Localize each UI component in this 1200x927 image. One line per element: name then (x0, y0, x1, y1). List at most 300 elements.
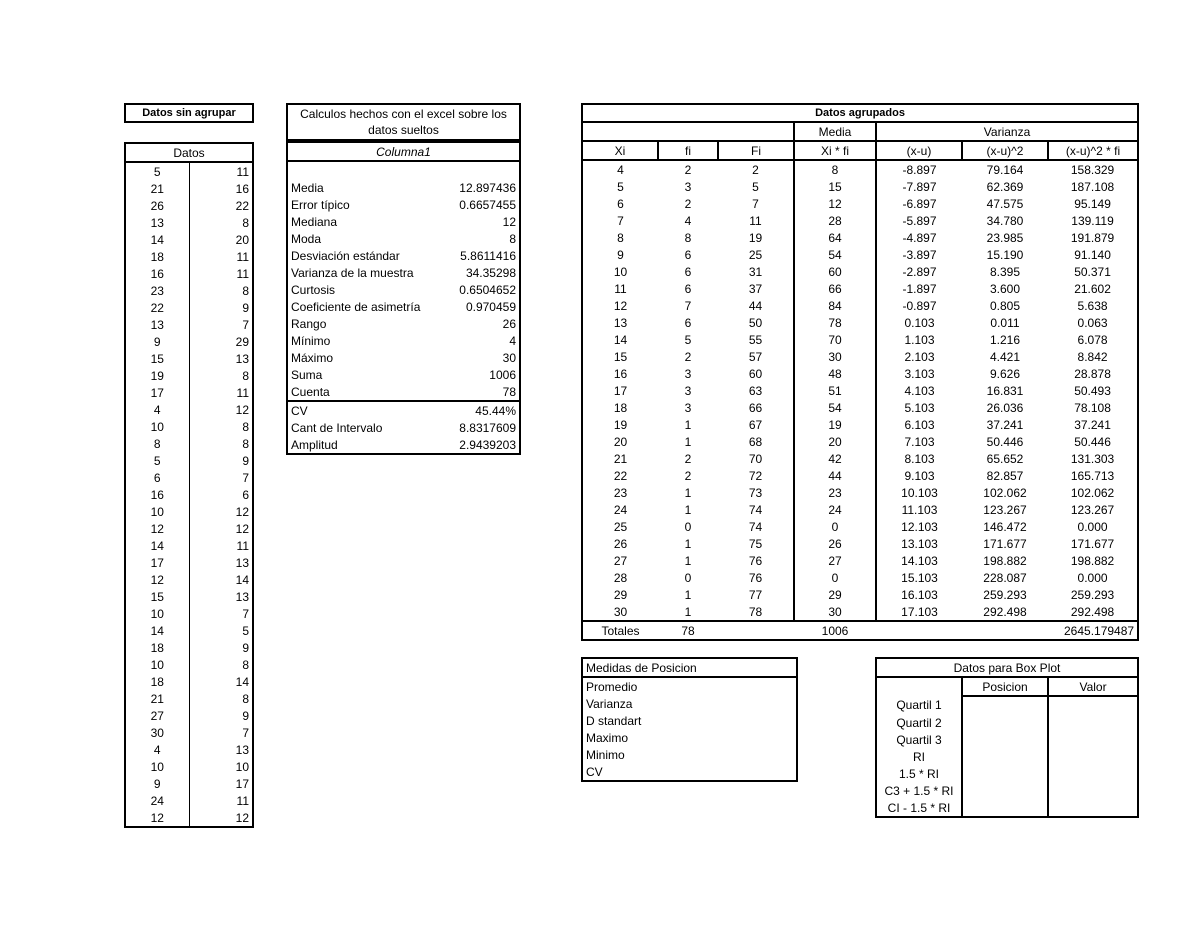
grouped-cell-x-u-sq-fi: 0.000 (1048, 569, 1138, 586)
boxplot-col-valor: Valor (1048, 677, 1138, 696)
grouped-cell-fi: 1 (684, 604, 692, 619)
grouped-row (582, 399, 1138, 416)
raw-cell-b: 11 (189, 248, 253, 265)
grouped-cell-Fi: 63 (748, 383, 763, 398)
raw-cell-b: 13 (189, 588, 253, 605)
raw-cell-a: 5 (125, 452, 189, 469)
raw-cell-b: 12 (189, 809, 253, 827)
raw-cell-b: 10 (189, 758, 253, 775)
raw-row (125, 656, 253, 673)
raw-row (125, 452, 253, 469)
position-label: CV (586, 764, 603, 779)
grouped-cell-x-u-sq-fi: 21.602 (1048, 280, 1138, 297)
grouped-cell-fi: 4 (684, 213, 692, 228)
raw-cell-b: 9 (189, 639, 253, 656)
grouped-cell-Fi: 76 (748, 570, 763, 585)
grouped-row (582, 382, 1138, 399)
grouped-header-xi: Xi (582, 141, 658, 160)
grouped-cell-xi: 27 (582, 552, 658, 569)
raw-row (125, 741, 253, 758)
raw-cell-a: 15 (125, 350, 189, 367)
raw-cell-a: 17 (125, 384, 189, 401)
grouped-cell-xifi: 27 (794, 552, 876, 569)
excel-stat-value: 0.6504652 (404, 281, 521, 298)
grouped-cell-x-u-sq: 23.985 (986, 230, 1024, 245)
raw-cell-b: 20 (189, 231, 253, 248)
grouped-row (582, 433, 1138, 450)
position-measures-block (581, 657, 798, 782)
boxplot-label: Quartil 1 (876, 696, 962, 714)
excel-title: Calculos hechos con el excel sobre los datos sueltos (287, 104, 520, 140)
raw-cell-a: 10 (125, 418, 189, 435)
raw-cell-b: 7 (189, 469, 253, 486)
grouped-row (582, 297, 1138, 314)
grouped-cell-fi: 3 (684, 383, 692, 398)
grouped-title: Datos agrupados (582, 104, 1138, 122)
excel-stat-label: Desviación estándar (287, 247, 404, 264)
raw-cell-a: 12 (125, 571, 189, 588)
excel-stat-row (287, 332, 520, 349)
raw-cell-a: 13 (125, 214, 189, 231)
grouped-cell-fi: 2 (684, 349, 692, 364)
excel-stat-row (287, 281, 520, 298)
position-table (581, 657, 798, 782)
grouped-cell-x-u-sq-fi: 50.371 (1048, 263, 1138, 280)
grouped-row (582, 535, 1138, 552)
boxplot-row (876, 748, 1138, 765)
boxplot-row (876, 765, 1138, 782)
grouped-row (582, 603, 1138, 621)
raw-cell-b: 9 (189, 299, 253, 316)
grouped-cell-x-u: 12.103 (901, 519, 938, 534)
raw-cell-b: 14 (189, 673, 253, 690)
grouped-cell-x-u: -2.897 (902, 264, 937, 279)
position-row (582, 746, 797, 763)
grouped-cell-x-u-sq: 292.498 (983, 604, 1027, 619)
grouped-cell-x-u: 13.103 (901, 536, 938, 551)
boxplot-valor-cell (1048, 799, 1138, 817)
raw-row (125, 401, 253, 418)
excel-stat-label: Máximo (287, 349, 404, 366)
grouped-cell-x-u-sq: 8.395 (989, 264, 1021, 279)
grouped-cell-xi: 5 (582, 178, 658, 195)
raw-row (125, 384, 253, 401)
grouped-cell-x-u-sq-fi: 123.267 (1048, 501, 1138, 518)
grouped-cell-Fi: 66 (748, 400, 763, 415)
excel-stat-value: 5.8611416 (404, 247, 521, 264)
excel-stat-value: 0.6657455 (404, 196, 521, 213)
grouped-cell-Fi: 74 (748, 502, 763, 517)
raw-cell-a: 26 (125, 197, 189, 214)
grouped-cell-fi: 1 (684, 485, 692, 500)
grouped-cell-fi: 0 (684, 519, 692, 534)
raw-cell-a: 6 (125, 469, 189, 486)
raw-cell-b: 12 (189, 520, 253, 537)
grouped-cell-x-u: 17.103 (901, 604, 938, 619)
raw-row (125, 520, 253, 537)
position-label: Varianza (586, 696, 633, 711)
raw-cell-b: 16 (189, 180, 253, 197)
grouped-cell-xifi: 84 (794, 297, 876, 314)
position-row (582, 695, 797, 712)
grouped-cell-Fi: 7 (752, 196, 759, 211)
boxplot-valor-cell (1048, 696, 1138, 714)
grouped-row (582, 212, 1138, 229)
grouped-row (582, 518, 1138, 535)
raw-cell-b: 8 (189, 418, 253, 435)
excel-stat-label: Rango (287, 315, 404, 332)
grouped-cell-xi: 26 (582, 535, 658, 552)
raw-cell-a: 21 (125, 180, 189, 197)
grouped-cell-Fi: 55 (748, 332, 763, 347)
grouped-cell-x-u-sq: 34.780 (986, 213, 1024, 228)
raw-cell-b: 11 (189, 792, 253, 809)
grouped-cell-x-u-sq-fi: 28.878 (1048, 365, 1138, 382)
raw-data-block (124, 103, 254, 828)
totals-var: 2645.179487 (1048, 621, 1138, 640)
grouped-cell-fi: 2 (684, 451, 692, 466)
raw-cell-a: 17 (125, 554, 189, 571)
raw-cell-b: 13 (189, 554, 253, 571)
raw-cell-b: 7 (189, 316, 253, 333)
boxplot-posicion-cell (962, 748, 1048, 765)
raw-row (125, 265, 253, 282)
grouped-cell-xi: 23 (582, 484, 658, 501)
grouped-cell-fi: 2 (684, 468, 692, 483)
excel-stat-row (287, 298, 520, 315)
grouped-cell-Fi: 75 (748, 536, 763, 551)
grouped-cell-fi: 8 (684, 230, 692, 245)
grouped-cell-xi: 24 (582, 501, 658, 518)
grouped-cell-fi: 2 (684, 196, 692, 211)
grouped-cell-x-u-sq: 82.857 (986, 468, 1024, 483)
grouped-cell-fi: 2 (684, 162, 692, 177)
grouped-cell-xifi: 54 (794, 399, 876, 416)
raw-cell-a: 14 (125, 537, 189, 554)
grouped-cell-x-u-sq-fi: 191.879 (1048, 229, 1138, 246)
raw-cell-b: 11 (189, 537, 253, 554)
excel-stats-block (286, 103, 521, 455)
excel-stat-value: 1006 (404, 366, 521, 383)
grouped-cell-xifi: 70 (794, 331, 876, 348)
grouped-cell-x-u-sq: 16.831 (986, 383, 1024, 398)
grouped-row (582, 450, 1138, 467)
excel-stat-row (287, 213, 520, 230)
grouped-cell-x-u-sq-fi: 259.293 (1048, 586, 1138, 603)
grouped-cell-Fi: 19 (748, 230, 763, 245)
raw-cell-a: 9 (125, 775, 189, 792)
grouped-cell-x-u: -3.897 (902, 247, 937, 262)
grouped-cell-Fi: 67 (748, 417, 763, 432)
grouped-cell-xifi: 60 (794, 263, 876, 280)
grouped-cell-x-u: 8.103 (904, 451, 935, 466)
raw-row (125, 792, 253, 809)
grouped-cell-xi: 25 (582, 518, 658, 535)
grouped-cell-fi: 3 (684, 179, 692, 194)
raw-cell-a: 23 (125, 282, 189, 299)
grouped-cell-x-u-sq: 146.472 (983, 519, 1027, 534)
grouped-cell-xi: 20 (582, 433, 658, 450)
boxplot-posicion-cell (962, 799, 1048, 817)
grouped-cell-Fi: 5 (752, 179, 759, 194)
grouped-cell-x-u-sq-fi: 139.119 (1048, 212, 1138, 229)
excel-stats-table (286, 162, 521, 455)
grouped-cell-x-u: 7.103 (904, 434, 935, 449)
grouped-cell-xifi: 0 (794, 518, 876, 535)
raw-cell-a: 22 (125, 299, 189, 316)
position-row (582, 712, 797, 729)
raw-cell-b: 11 (189, 265, 253, 282)
excel-extra-label: Amplitud (287, 436, 404, 454)
grouped-cell-x-u-sq: 65.652 (986, 451, 1024, 466)
grouped-cell-Fi: 37 (748, 281, 763, 296)
raw-row (125, 299, 253, 316)
raw-row (125, 724, 253, 741)
raw-cell-a: 18 (125, 639, 189, 656)
grouped-cell-x-u-sq-fi: 165.713 (1048, 467, 1138, 484)
raw-title: Datos sin agrupar (125, 104, 253, 122)
excel-stat-row (287, 383, 520, 401)
excel-stat-row (287, 247, 520, 264)
excel-stat-value: 8 (404, 230, 521, 247)
grouped-cell-x-u: 11.103 (901, 502, 938, 517)
boxplot-row (876, 714, 1138, 731)
grouped-cell-Fi: 25 (748, 247, 763, 262)
grouped-cell-x-u-sq: 102.062 (983, 485, 1027, 500)
grouped-cell-xifi: 48 (794, 365, 876, 382)
grouped-cell-xifi: 12 (794, 195, 876, 212)
grouped-cell-x-u-sq: 47.575 (986, 196, 1024, 211)
boxplot-label: C3 + 1.5 * RI (876, 782, 962, 799)
excel-stat-label: Mínimo (287, 332, 404, 349)
raw-cell-b: 12 (189, 401, 253, 418)
raw-cell-b: 6 (189, 486, 253, 503)
varianza-header: Varianza (876, 122, 1138, 141)
grouped-row (582, 569, 1138, 586)
raw-row (125, 775, 253, 792)
grouped-cell-xi: 30 (582, 603, 658, 621)
totals-label: Totales (582, 621, 658, 640)
grouped-cell-x-u-sq-fi: 198.882 (1048, 552, 1138, 569)
boxplot-label: 1.5 * RI (876, 765, 962, 782)
excel-stat-label: Varianza de la muestra (287, 264, 404, 281)
raw-cell-a: 13 (125, 316, 189, 333)
raw-cell-a: 19 (125, 367, 189, 384)
raw-cell-b: 8 (189, 690, 253, 707)
grouped-cell-x-u-sq: 198.882 (983, 553, 1027, 568)
grouped-cell-Fi: 70 (748, 451, 763, 466)
grouped-cell-xi: 11 (582, 280, 658, 297)
grouped-row (582, 195, 1138, 212)
grouped-cell-x-u-sq-fi: 8.842 (1048, 348, 1138, 365)
excel-stat-row (287, 315, 520, 332)
media-header: Media (794, 122, 876, 141)
excel-stat-label: Error típico (287, 196, 404, 213)
raw-row (125, 180, 253, 197)
raw-row (125, 231, 253, 248)
excel-stat-row (287, 230, 520, 247)
raw-row (125, 673, 253, 690)
grouped-cell-x-u-sq-fi: 37.241 (1048, 416, 1138, 433)
excel-stat-row (287, 366, 520, 383)
grouped-cell-x-u: 6.103 (904, 417, 935, 432)
raw-cell-b: 12 (189, 503, 253, 520)
grouped-cell-Fi: 2 (752, 162, 759, 177)
grouped-cell-Fi: 57 (748, 349, 763, 364)
grouped-cell-xi: 8 (582, 229, 658, 246)
excel-subtitle: Columna1 (287, 142, 520, 161)
grouped-row (582, 552, 1138, 569)
boxplot-valor-cell (1048, 714, 1138, 731)
grouped-cell-xi: 7 (582, 212, 658, 229)
grouped-cell-x-u-sq: 79.164 (986, 162, 1024, 177)
raw-row (125, 248, 253, 265)
raw-cell-b: 7 (189, 724, 253, 741)
grouped-cell-xi: 19 (582, 416, 658, 433)
raw-row (125, 469, 253, 486)
grouped-cell-x-u: 16.103 (901, 587, 938, 602)
raw-cell-b: 11 (189, 162, 253, 180)
grouped-cell-xi: 29 (582, 586, 658, 603)
grouped-cell-x-u-sq: 228.087 (983, 570, 1027, 585)
grouped-cell-xifi: 23 (794, 484, 876, 501)
raw-row (125, 554, 253, 571)
raw-row (125, 367, 253, 384)
raw-cell-a: 30 (125, 724, 189, 741)
excel-extra-row (287, 401, 520, 419)
grouped-cell-Fi: 78 (748, 604, 763, 619)
raw-row (125, 605, 253, 622)
excel-stat-value: 30 (404, 349, 521, 366)
grouped-cell-x-u-sq: 123.267 (983, 502, 1027, 517)
totals-xifi: 1006 (794, 621, 876, 640)
raw-cell-a: 10 (125, 503, 189, 520)
grouped-table (581, 103, 1139, 641)
grouped-cell-xifi: 24 (794, 501, 876, 518)
excel-stat-value: 78 (404, 383, 521, 401)
grouped-cell-fi: 1 (684, 587, 692, 602)
raw-row (125, 503, 253, 520)
position-label: Maximo (586, 730, 629, 745)
excel-stat-value: 12 (404, 213, 521, 230)
grouped-cell-x-u-sq-fi: 78.108 (1048, 399, 1138, 416)
raw-cell-a: 5 (125, 162, 189, 180)
excel-stat-row (287, 196, 520, 213)
raw-cell-a: 10 (125, 605, 189, 622)
boxplot-row (876, 731, 1138, 748)
grouped-cell-fi: 6 (684, 315, 692, 330)
raw-row (125, 588, 253, 605)
grouped-cell-x-u-sq-fi: 91.140 (1048, 246, 1138, 263)
raw-cell-b: 8 (189, 435, 253, 452)
excel-stat-value: 12.897436 (404, 162, 521, 196)
grouped-header-x-u: (x-u) (876, 141, 962, 160)
raw-cell-a: 18 (125, 248, 189, 265)
excel-stat-label: Coeficiente de asimetría (287, 298, 404, 315)
boxplot-label: CI - 1.5 * RI (876, 799, 962, 817)
excel-stat-value: 34.35298 (404, 264, 521, 281)
grouped-cell-xifi: 66 (794, 280, 876, 297)
grouped-cell-Fi: 77 (748, 587, 763, 602)
grouped-row (582, 416, 1138, 433)
excel-extra-row (287, 419, 520, 436)
grouped-cell-x-u: 1.103 (904, 332, 935, 347)
grouped-cell-x-u-sq: 26.036 (986, 400, 1024, 415)
grouped-cell-x-u: -0.897 (902, 298, 937, 313)
grouped-row (582, 280, 1138, 297)
grouped-row (582, 160, 1138, 178)
raw-row (125, 758, 253, 775)
raw-row (125, 571, 253, 588)
raw-row (125, 418, 253, 435)
grouped-cell-xifi: 28 (794, 212, 876, 229)
grouped-cell-xi: 22 (582, 467, 658, 484)
grouped-row (582, 484, 1138, 501)
grouped-cell-x-u-sq-fi: 131.303 (1048, 450, 1138, 467)
raw-cell-b: 11 (189, 384, 253, 401)
grouped-cell-x-u-sq: 37.241 (986, 417, 1024, 432)
grouped-cell-x-u-sq: 50.446 (986, 434, 1024, 449)
raw-header: Datos (125, 143, 253, 162)
excel-stat-row (287, 162, 520, 196)
position-label: D standart (586, 713, 642, 728)
raw-cell-a: 18 (125, 673, 189, 690)
raw-cell-b: 29 (189, 333, 253, 350)
boxplot-posicion-cell (962, 782, 1048, 799)
raw-row (125, 537, 253, 554)
grouped-cell-x-u: -8.897 (902, 162, 937, 177)
raw-row (125, 707, 253, 724)
raw-table (124, 142, 254, 828)
totals-empty (876, 621, 962, 640)
grouped-cell-xi: 9 (582, 246, 658, 263)
boxplot-valor-cell (1048, 782, 1138, 799)
boxplot-posicion-cell (962, 696, 1048, 714)
raw-cell-b: 8 (189, 656, 253, 673)
grouped-cell-x-u-sq-fi: 50.493 (1048, 382, 1138, 399)
grouped-cell-xi: 17 (582, 382, 658, 399)
grouped-cell-fi: 1 (684, 536, 692, 551)
raw-cell-a: 14 (125, 622, 189, 639)
grouped-row (582, 586, 1138, 603)
raw-row (125, 809, 253, 827)
grouped-cell-x-u-sq-fi: 292.498 (1048, 603, 1138, 621)
position-label: Promedio (586, 679, 638, 694)
grouped-cell-xifi: 51 (794, 382, 876, 399)
boxplot-posicion-cell (962, 714, 1048, 731)
raw-cell-a: 8 (125, 435, 189, 452)
excel-extra-value: 8.8317609 (404, 419, 521, 436)
grouped-cell-x-u-sq-fi: 50.446 (1048, 433, 1138, 450)
grouped-cell-Fi: 50 (748, 315, 763, 330)
grouped-cell-xifi: 44 (794, 467, 876, 484)
raw-cell-a: 16 (125, 486, 189, 503)
grouped-cell-x-u-sq: 9.626 (989, 366, 1021, 381)
grouped-cell-Fi: 72 (748, 468, 763, 483)
excel-extra-row (287, 436, 520, 454)
raw-cell-a: 14 (125, 231, 189, 248)
grouped-cell-fi: 3 (684, 366, 692, 381)
boxplot-label: Quartil 3 (876, 731, 962, 748)
totals-fi: 78 (658, 621, 718, 640)
grouped-cell-fi: 6 (684, 264, 692, 279)
raw-row (125, 197, 253, 214)
grouped-cell-Fi: 73 (748, 485, 763, 500)
grouped-row (582, 246, 1138, 263)
totals-empty (962, 621, 1048, 640)
raw-row (125, 162, 253, 180)
boxplot-valor-cell (1048, 765, 1138, 782)
